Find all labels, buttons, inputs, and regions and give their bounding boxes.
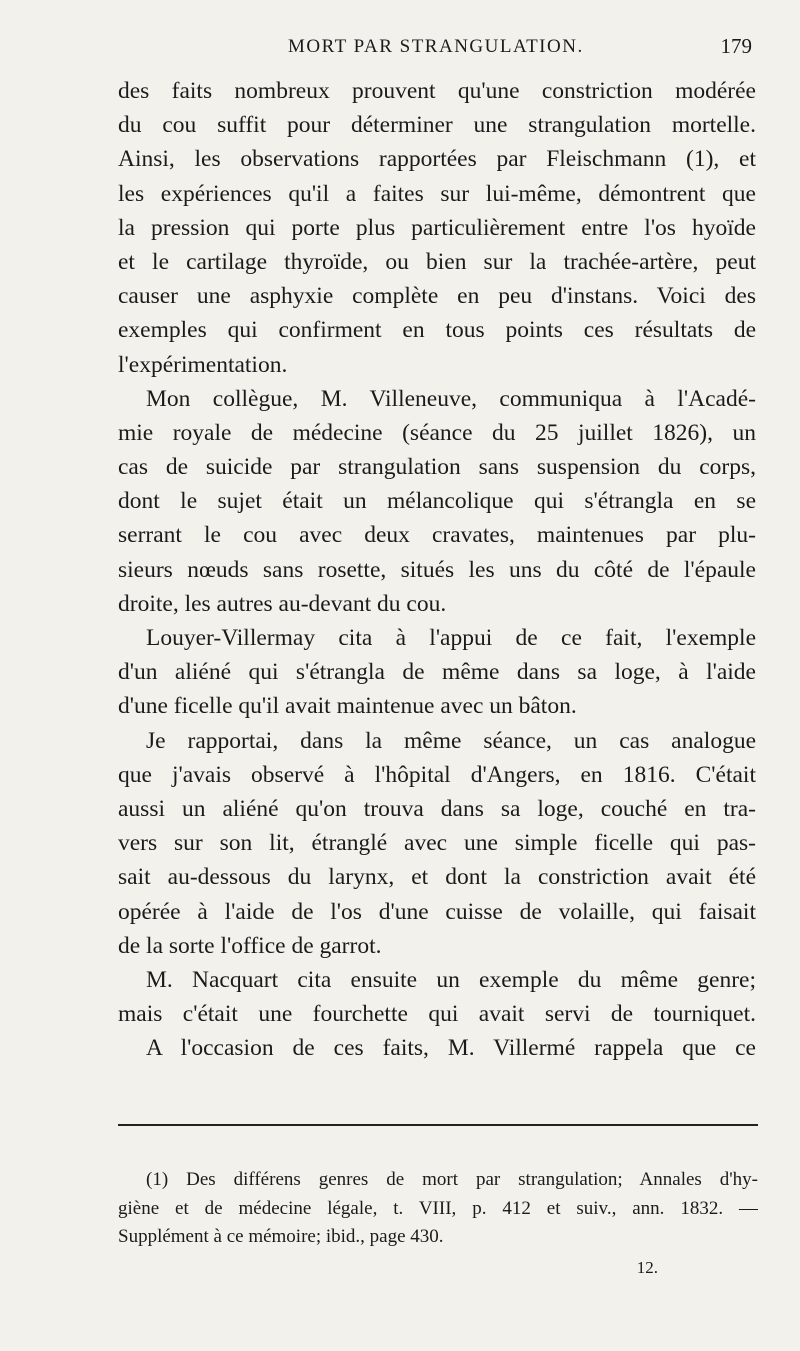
text-line: cas de suicide par strangulation sans suspension du corps, — [118, 454, 756, 481]
text-line: M. Nacquart cita ensuite un exemple du même genre; — [146, 966, 756, 993]
text-line: Ainsi, les observations rapportées par Fleischmann (1), et — [118, 146, 756, 173]
text-line: droite, les autres au-devant du cou. — [118, 590, 447, 617]
text-line: de la sorte l'office de garrot. — [118, 932, 382, 959]
running-title: MORT PAR STRANGULATION. — [288, 36, 584, 57]
text-line: aussi un aliéné qu'on trouva dans sa loge, couché en tra- — [118, 795, 756, 822]
text-line: Mon collègue, M. Villeneuve, communiqua à l'Acadé- — [146, 385, 756, 412]
text-line: et le cartilage thyroïde, ou bien sur la trachée-artère, peut — [118, 248, 756, 275]
text-line: des faits nombreux prouvent qu'une constriction modérée — [118, 78, 756, 104]
text-line: d'une ficelle qu'il avait maintenue avec un bâton. — [118, 693, 577, 720]
text-line: sieurs nœuds sans rosette, situés les uns du côté de l'épaule — [118, 556, 756, 583]
signature-mark: 12. — [636, 1258, 658, 1277]
footnote-line: (1) Des différens genres de mort par strangulation; Annales d'hy- — [146, 1169, 758, 1190]
text-line: Louyer-Villermay cita à l'appui de ce fait, l'exemple — [146, 625, 756, 651]
footnote-rule — [118, 1124, 758, 1126]
page-header — [118, 32, 758, 68]
text-line: exemples qui confirment en tous points ces résultats de — [118, 317, 756, 344]
body-text — [118, 74, 756, 1065]
footnote-line: Supplément à ce mémoire; ibid., page 430. — [118, 1226, 444, 1247]
text-line: du cou suffit pour déterminer une strangulation mortelle. — [118, 112, 756, 139]
text-line: la pression qui porte plus particulièrement entre l'os hyoïde — [118, 214, 756, 241]
text-line: mie royale de médecine (séance du 25 juillet 1826), un — [118, 419, 756, 446]
text-line: mais c'était une fourchette qui avait servi de tourniquet. — [118, 1001, 756, 1028]
text-line: d'un aliéné qui s'étrangla de même dans sa loge, à l'aide — [118, 659, 756, 686]
footnote — [118, 1166, 758, 1252]
footnote-line: giène et de médecine légale, t. VIII, p. 412 et suiv., ann. 1832. — — [118, 1197, 758, 1219]
text-line: serrant le cou avec deux cravates, maintenues par plu- — [118, 522, 756, 549]
text-line: A l'occasion de ces faits, M. Villermé rappela que ce — [146, 1035, 756, 1062]
text-line: les expériences qu'il a faites sur lui-même, démontrent que — [118, 180, 756, 207]
text-line: causer une asphyxie complète en peu d'instans. Voici des — [118, 283, 756, 310]
page-number: 179 — [720, 34, 752, 58]
text-line: que j'avais observé à l'hôpital d'Angers, en 1816. C'était — [118, 761, 756, 788]
text-line: Je rapportai, dans la même séance, un cas analogue — [146, 727, 756, 754]
text-line: sait au-dessous du larynx, et dont la constriction avait été — [118, 864, 756, 891]
text-line: dont le sujet était un mélancolique qui s'étrangla en se — [118, 488, 756, 515]
text-line: opérée à l'aide de l'os d'une cuisse de volaille, qui faisait — [118, 898, 756, 925]
text-line: vers sur son lit, étranglé avec une simple ficelle qui pas- — [118, 830, 756, 857]
text-line: l'expérimentation. — [118, 351, 288, 378]
